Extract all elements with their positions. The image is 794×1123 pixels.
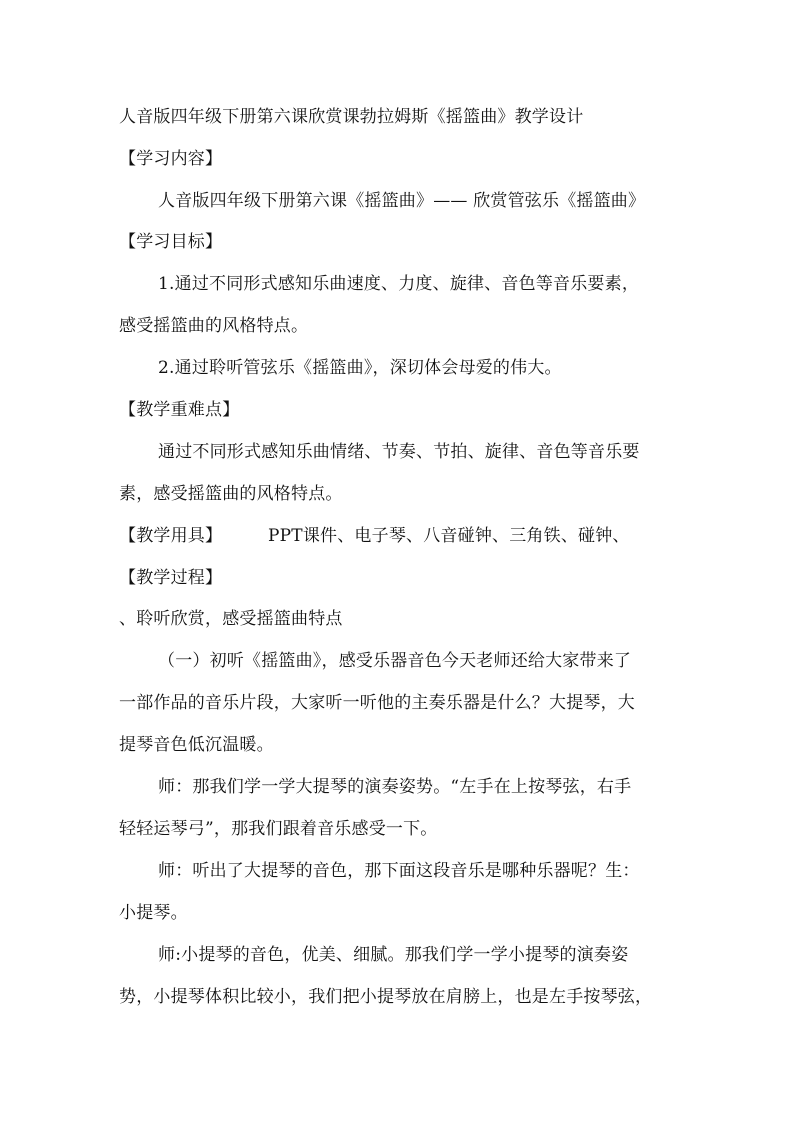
section-heading-goals: 【学习目标】 xyxy=(119,232,223,252)
tools-items: PPT课件、电子琴、八音碰钟、三角铁、碰钟、 xyxy=(268,526,630,546)
paragraph-3-line-2: 小提琴。 xyxy=(119,903,188,923)
goal-1-line-2: 感受摇篮曲的风格特点。 xyxy=(119,316,309,336)
difficulty-line-2: 素，感受摇篮曲的风格特点。 xyxy=(119,484,343,504)
paragraph-1-line-2: 一部作品的音乐片段，大家听一听他的主奏乐器是什么？大提琴，大 xyxy=(119,693,635,713)
goal-1-line-1: 1.通过不同形式感知乐曲速度、力度、旋律、音色等音乐要素， xyxy=(158,274,640,294)
difficulty-line-1: 通过不同形式感知乐曲情绪、节奏、节拍、旋律、音色等音乐要 xyxy=(158,442,640,462)
content-text: 人音版四年级下册第六课《摇篮曲》—— 欣赏管弦乐《摇篮曲》 xyxy=(158,191,646,211)
paragraph-2-line-2: 轻轻运琴弓”，那我们跟着音乐感受一下。 xyxy=(119,819,438,839)
paragraph-1-line-3: 提琴音色低沉温暖。 xyxy=(119,735,274,755)
paragraph-4-line-2: 势，小提琴体积比较小，我们把小提琴放在肩膀上，也是左手按琴弦， xyxy=(119,987,653,1007)
paragraph-2-line-1: 师：那我们学一学大提琴的演奏姿势。“左手在上按琴弦，右手 xyxy=(158,777,632,797)
document-title: 人音版四年级下册第六课欣赏课勃拉姆斯《摇篮曲》教学设计 xyxy=(119,107,584,127)
paragraph-3-line-1: 师：听出了大提琴的音色，那下面这段音乐是哪种乐器呢？生： xyxy=(158,861,640,881)
section-heading-difficulty: 【教学重难点】 xyxy=(119,400,240,420)
section-heading-process: 【教学过程】 xyxy=(119,568,223,588)
goal-2: 2.通过聆听管弦乐《摇篮曲》，深切体会母爱的伟大。 xyxy=(158,358,562,378)
paragraph-1-line-1: （一）初听《摇篮曲》，感受乐器音色今天老师还给大家带来了 xyxy=(158,651,632,671)
process-subheading: 、聆听欣赏，感受摇篮曲特点 xyxy=(119,609,343,629)
section-heading-content: 【学习内容】 xyxy=(119,149,223,169)
paragraph-4-line-1: 师:小提琴的音色，优美、细腻。那我们学一学小提琴的演奏姿 xyxy=(158,945,629,965)
section-heading-tools: 【教学用具】 xyxy=(119,526,223,546)
